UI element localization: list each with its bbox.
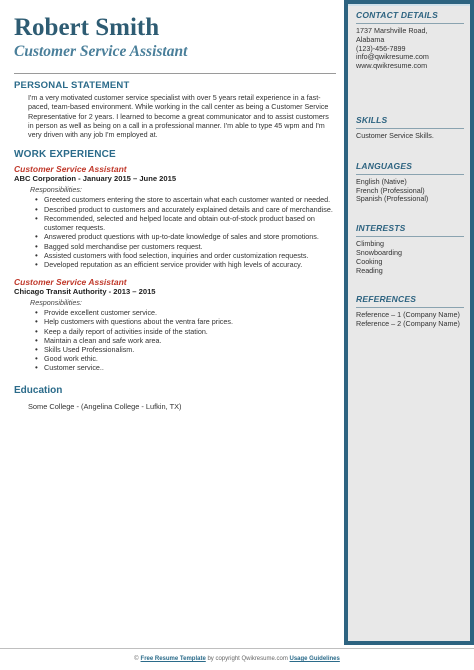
usage-guidelines-link[interactable]: Usage Guidelines <box>289 656 340 662</box>
list-item: • Described product to customers and accurately explained details and care of merchandise. <box>36 205 336 214</box>
responsibilities-list <box>14 195 336 269</box>
candidate-name: Robert Smith <box>14 14 160 41</box>
list-item: • Skills Used Professionalism. <box>36 345 336 354</box>
job-role: Customer Service Assistant <box>14 164 127 175</box>
interest-item: Snowboarding <box>356 247 402 257</box>
list-item: • Customer service.. <box>36 363 336 372</box>
list-item: • Recommended, selected and helped locate and obtain out-of-stock product based on customer requests. <box>36 214 336 232</box>
contact-section <box>356 10 464 109</box>
contact-heading: CONTACT DETAILS <box>356 10 464 24</box>
interest-item: Reading <box>356 265 383 275</box>
page-footer <box>0 648 474 670</box>
language-item: English (Native) <box>356 176 407 186</box>
address-line-1: 1737 Marshville Road, <box>356 26 428 35</box>
sidebar <box>344 0 474 645</box>
candidate-title: Customer Service Assistant <box>14 43 188 60</box>
footer-text: by copyright Qwikresume.com <box>205 656 290 662</box>
list-item: • Provide excellent customer service. <box>36 308 336 317</box>
education-heading: Education <box>14 384 63 396</box>
personal-statement-heading: PERSONAL STATEMENT <box>14 80 130 91</box>
main-column <box>14 14 336 411</box>
list-item: • Help customers with questions about the ventra fare prices. <box>36 317 336 326</box>
language-item: French (Professional) <box>356 185 425 195</box>
job-entry-2 <box>14 277 336 372</box>
website-link[interactable]: www.qwikresume.com <box>356 61 428 71</box>
reference-item: Reference – 1 (Company Name) <box>356 310 460 320</box>
interest-item: Cooking <box>356 256 383 266</box>
education-entry: Some College - (Angelina College - Lufkin, TX) <box>28 401 182 411</box>
languages-heading: LANGUAGES <box>356 161 464 175</box>
languages-section <box>356 161 464 217</box>
responsibilities-label: Responsibilities: <box>30 185 82 195</box>
interests-heading: INTERESTS <box>356 223 464 237</box>
list-item: • Keep a daily report of activities inside of the station. <box>36 327 336 336</box>
responsibilities-list <box>14 308 336 372</box>
skills-heading: SKILLS <box>356 115 464 129</box>
list-item: • Assisted customers with food selection, inquiries and order customization requests. <box>36 251 336 260</box>
list-item: • Maintain a clean and safe work area. <box>36 336 336 345</box>
responsibilities-label: Responsibilities: <box>30 298 82 308</box>
list-item: • Good work ethic. <box>36 354 336 363</box>
address-line-2: Alabama <box>356 34 385 44</box>
skills-section <box>356 115 464 155</box>
job-company-dates: Chicago Transit Authority - 2013 – 2015 <box>14 287 156 297</box>
skill-item: Customer Service Skills. <box>356 130 434 140</box>
job-entry-1 <box>14 164 336 269</box>
interests-section <box>356 223 464 288</box>
list-item: • Greeted customers entering the store to ascertain what each customer wanted or needed. <box>36 195 336 204</box>
personal-statement-text: I'm a very motivated customer service specialist with over 5 years retail experience in a fast-paced, team-based environment. While working in the call center as being a Customer Service Representative for 2 years. I learned to become a great communicator and to assist customers in person as well as being on a call in a professional manner. I'm able to type 45 wpm and I'm very driven with any job I'm employed at. <box>28 93 329 140</box>
job-role: Customer Service Assistant <box>14 277 127 288</box>
copyright-symbol: © <box>134 656 139 662</box>
header-divider <box>14 73 336 74</box>
list-item: • Answered product questions with up-to-date knowledge of sales and store promotions. <box>36 232 336 241</box>
reference-item: Reference – 2 (Company Name) <box>356 319 460 329</box>
list-item: • Bagged sold merchandise per customers request. <box>36 242 336 251</box>
free-resume-template-link[interactable]: Free Resume Template <box>140 656 206 662</box>
language-item: Spanish (Professional) <box>356 194 429 204</box>
job-company-dates: ABC Corporation - January 2015 – June 2015 <box>14 174 177 184</box>
list-item: • Developed reputation as an efficient service provider with high levels of accuracy. <box>36 260 336 269</box>
phone-number: (123)-456-7899 <box>356 43 406 53</box>
sidebar-panel <box>348 4 470 641</box>
interest-item: Climbing <box>356 239 384 249</box>
email-address: info@qwikresume.com <box>356 52 429 62</box>
work-experience-heading: WORK EXPERIENCE <box>14 149 116 161</box>
references-heading: REFERENCES <box>356 294 464 308</box>
references-section <box>356 294 464 329</box>
